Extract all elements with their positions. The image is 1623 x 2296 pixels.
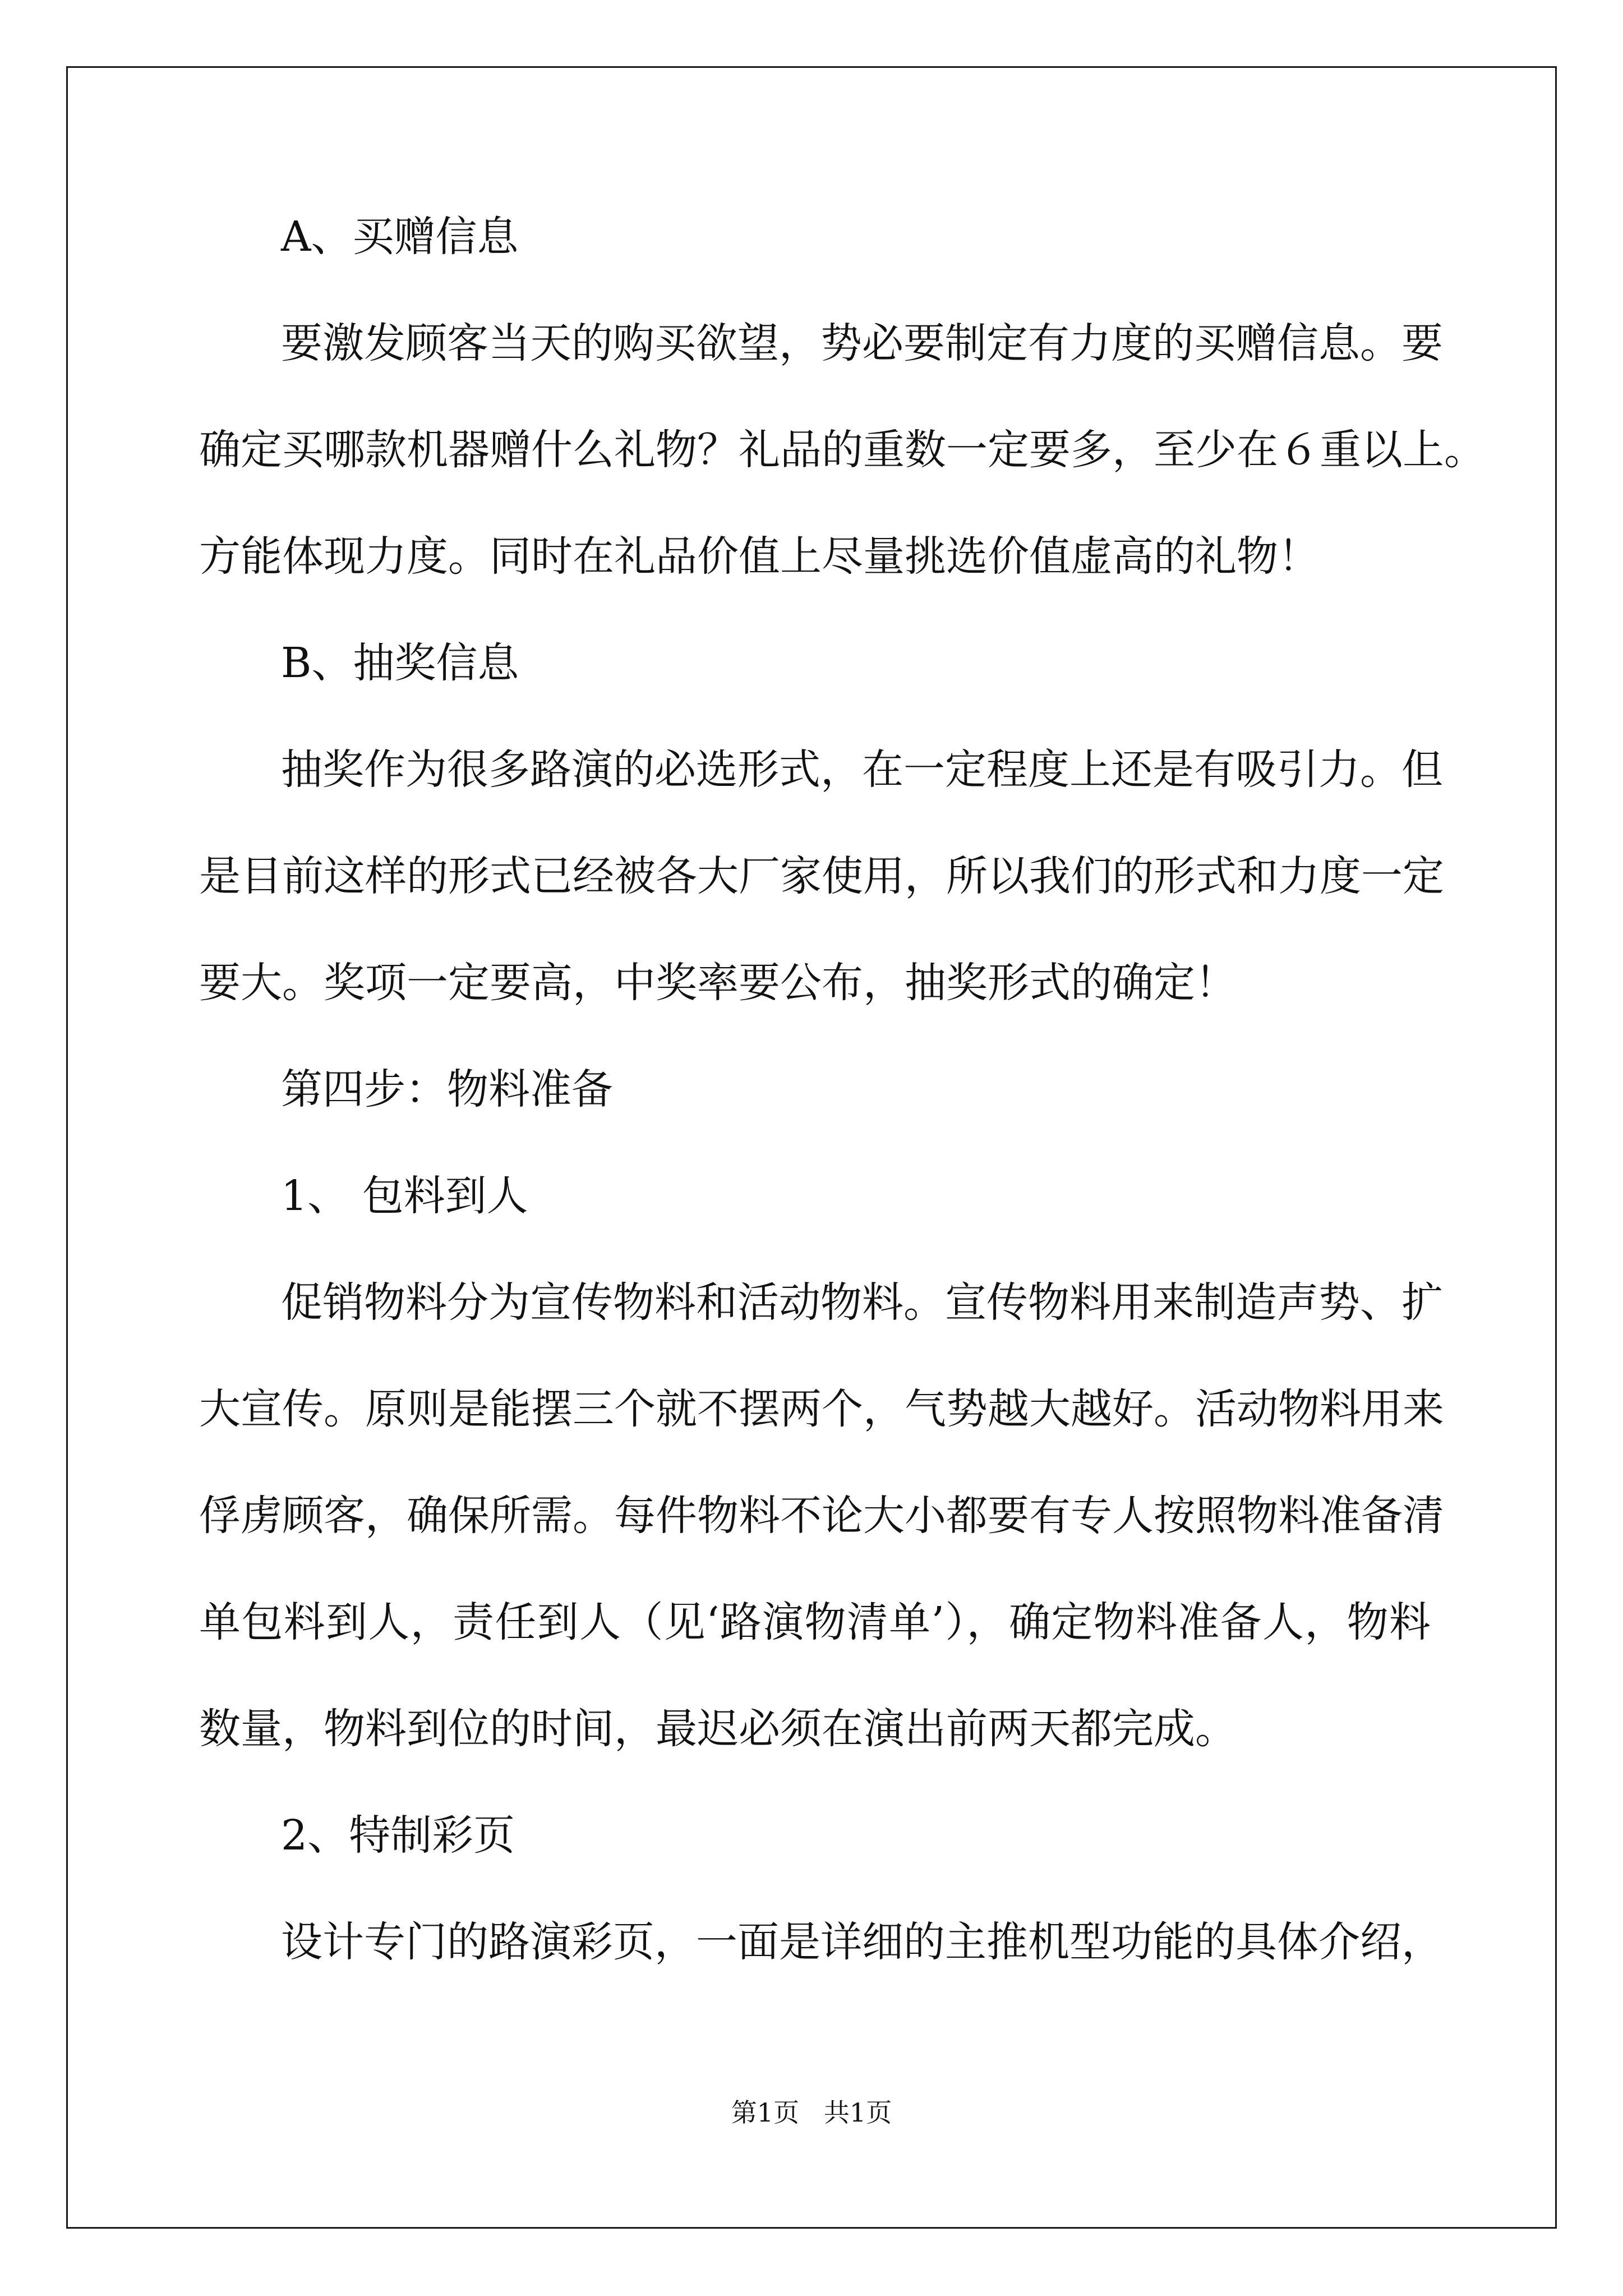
paragraph-line: 单包料到人，责任到人（见‘路演物清单’），确定物料准备人，物料 — [199, 1598, 1431, 1646]
paragraph-line: 促销物料分为宣传物料和活动物料。宣传物料用来制造声势、扩 — [281, 1278, 1443, 1327]
heading-b-lottery-info: B、抽奖信息 — [281, 639, 519, 687]
heading-a-gift-info: A、买赠信息 — [281, 213, 519, 261]
paragraph-line: 设计专门的路演彩页，一面是详细的主推机型功能的具体介绍， — [281, 1918, 1443, 1966]
paragraph-line: 要激发顾客当天的购买欲望，势必要制定有力度的买赠信息。要 — [281, 319, 1443, 367]
page-footer: 第1页 共1页 — [731, 2097, 892, 2128]
paragraph-line: 数量，物料到位的时间，最迟必须在演出前两天都完成。 — [199, 1705, 1237, 1753]
paragraph-line: 要大。奖项一定要高，中奖率要公布，抽奖形式的确定！ — [199, 959, 1237, 1007]
paragraph-line: 方能体现力度。同时在礼品价值上尽量挑选价值虚高的礼物！ — [199, 532, 1320, 581]
heading-item-2: 2、特制彩页 — [281, 1811, 515, 1860]
paragraph-line: 是目前这样的形式已经被各大厂家使用，所以我们的形式和力度一定 — [199, 852, 1444, 900]
paragraph-line: 确定买哪款机器赠什么礼物？礼品的重数一定要多，至少在６重以上。 — [199, 426, 1486, 474]
paragraph-line: 抽奖作为很多路演的必选形式，在一定程度上还是有吸引力。但 — [281, 746, 1443, 794]
paragraph-line: 大宣传。原则是能摆三个就不摆两个，气势越大越好。活动物料用来 — [199, 1385, 1444, 1433]
paragraph-line: 俘虏顾客，确保所需。每件物料不论大小都要有专人按照物料准备清 — [199, 1492, 1444, 1540]
heading-step-four: 第四步：物料准备 — [281, 1065, 613, 1114]
heading-item-1: 1、 包料到人 — [281, 1172, 528, 1220]
page-border — [66, 66, 1557, 2229]
